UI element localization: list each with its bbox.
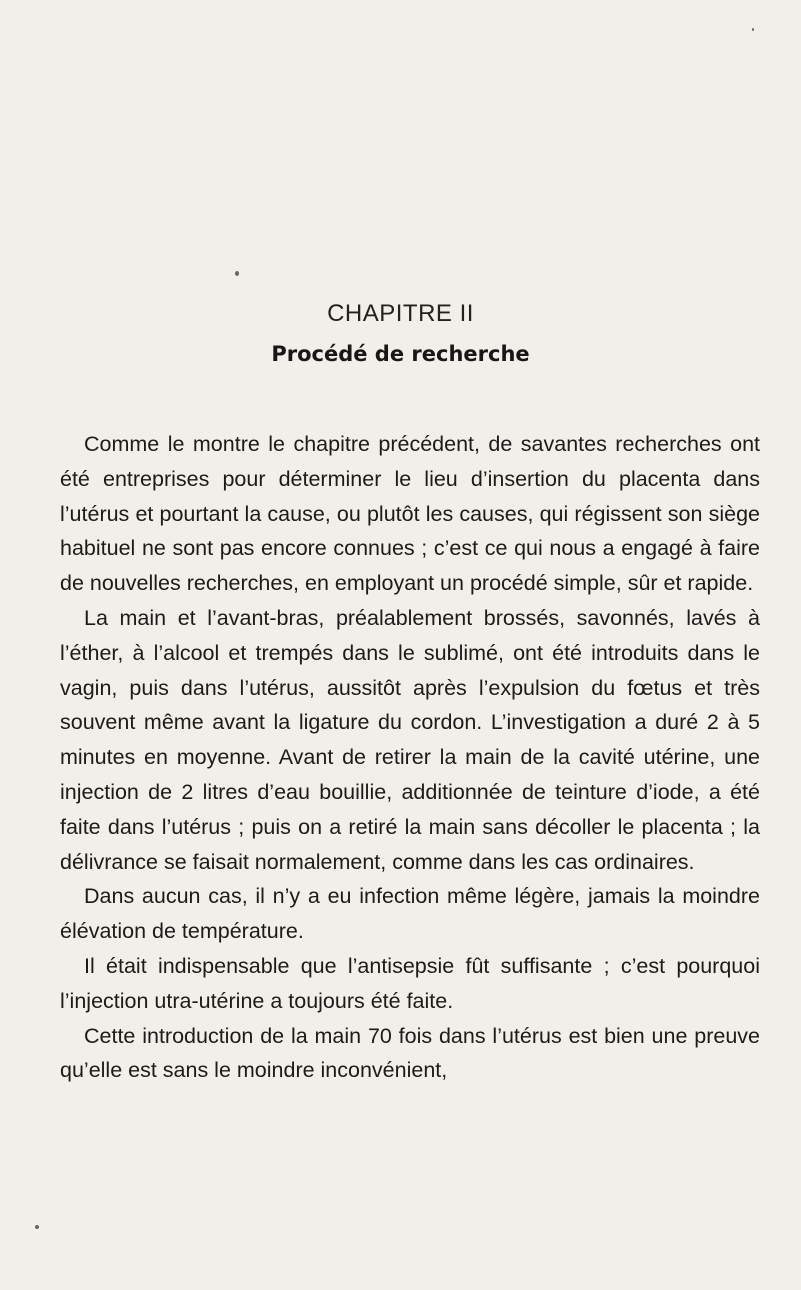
chapter-heading: CHAPITRE II xyxy=(327,300,474,327)
paragraph: La main et l’avant-bras, préalablement brossés, savonnés, lavés à l’éther, à l’alcool et trempés dans le sublimé, ont été introduits dans le vagin, puis dans l’utérus, aussitôt après l’expulsion du fœtus et très souvent même avant la ligature du cordon. L’investigation a duré 2 à 5 minutes en moyenne. Avant de retirer la main de la cavité utérine, une injection de 2 litres d’eau bouillie, additionnée de teinture d’iode, a été faite dans l’utérus ; puis on a retiré la main sans décoller le placenta ; la délivrance se faisait normalement, comme dans les cas ordinaires. xyxy=(60,605,760,874)
paragraph: Comme le montre le chapitre précédent, de savantes recherches ont été entreprises pour déterminer le lieu d’insertion du placenta dans l’utérus et pourtant la cause, ou plutôt les causes, qui régissent son siège habituel ne sont pas encore connues ; c’est ce qui nous a engagé à faire de nouvelles recherches, en employant un procédé simple, sûr et rapide. xyxy=(60,432,760,596)
body-text xyxy=(60,427,760,1088)
paper-speck xyxy=(752,28,754,31)
paragraph: Dans aucun cas, il n’y a eu infection même légère, jamais la moindre élévation de température. xyxy=(60,884,760,944)
paper-speck xyxy=(35,1225,39,1229)
section-title: Procédé de recherche xyxy=(271,342,530,366)
paper-speck xyxy=(235,271,239,276)
paragraph: Cette introduction de la main 70 fois dans l’utérus est bien une preuve qu’elle est sans le moindre inconvénient, xyxy=(60,1023,760,1083)
paragraph: Il était indispensable que l’antisepsie fût suffisante ; c’est pourquoi l’injection utra-utérine a toujours été faite. xyxy=(60,953,760,1013)
